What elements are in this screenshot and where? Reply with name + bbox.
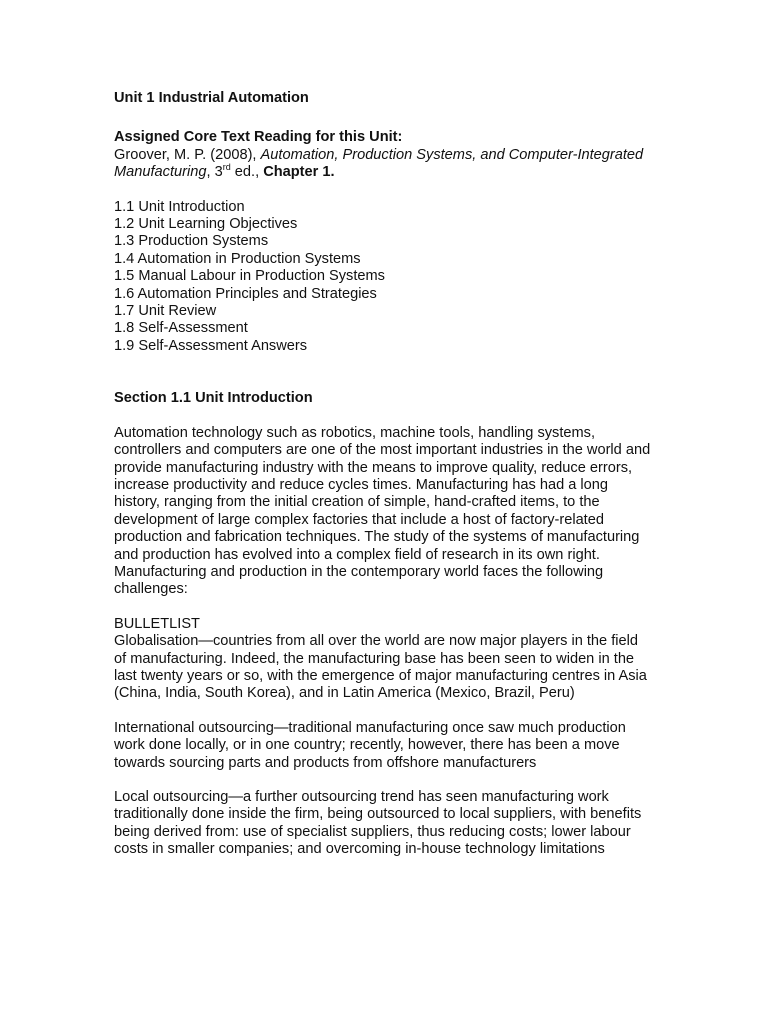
bullet-item: Local outsourcing—a further outsourcing trend has seen manufacturing work traditionally done inside the firm, being outsourced to local suppliers, with benefits being derived from: use of specialist suppliers, thus reducing costs; lower labour costs in smaller companies; and overcoming in-house technology limitations [114, 789, 642, 858]
toc-item: 1.9 Self-Assessment Answers [114, 337, 308, 354]
table-of-contents [114, 199, 654, 356]
intro-paragraph: Automation technology such as robotics, machine tools, handling systems, controllers and computers are one of the most important industries in the world and provide manufacturing industry with the means to improve quality, reduce errors, increase productivity and reduce cycles times. Manufacturing has had a long history, ranging from the initial creation of simple, hand-crafted items, to the development of large complex factories that include a host of factory-related production and fabrication techniques. The study of the systems of manufacturing and production has evolved into a complex field of research in its own right. Manufacturing and production in the contemporary world faces the following challenges: [114, 424, 651, 598]
reading-heading: Assigned Core Text Reading for this Unit: [114, 129, 403, 146]
document-page [114, 90, 654, 859]
citation-edition-suffix: ed., [230, 164, 264, 181]
toc-item: 1.5 Manual Labour in Production Systems [114, 268, 385, 285]
document-title: Unit 1 Industrial Automation [114, 90, 309, 106]
bullet-list-marker: BULLETLIST [114, 615, 200, 632]
citation-book-title: Automation, Production Systems, and Computer-Integrated Manufacturing [114, 146, 644, 181]
citation [114, 147, 654, 182]
toc-item: 1.7 Unit Review [114, 303, 217, 320]
citation-authors: Groover, M. P. (2008), [114, 146, 261, 163]
citation-edition-sup: rd [222, 162, 231, 173]
citation-chapter: Chapter 1. [263, 164, 335, 181]
toc-item: 1.1 Unit Introduction [114, 198, 245, 215]
section-heading: Section 1.1 Unit Introduction [114, 390, 313, 407]
bullet-item: International outsourcing—traditional manufacturing once saw much production work done locally, or in one country; recently, however, there has been a move towards sourcing parts and products from offshore manufacturers [114, 719, 626, 771]
toc-item: 1.8 Self-Assessment [114, 320, 248, 337]
bullet-item: Globalisation—countries from all over the world are now major players in the field of manufacturing. Indeed, the manufacturing base has been seen to widen in the last twenty years or so, with the emergence of major manufacturing centres in Asia (China, India, South Korea), and in Latin America (Mexico, Brazil, Peru) [114, 633, 647, 702]
toc-item: 1.4 Automation in Production Systems [114, 250, 361, 267]
citation-edition-prefix: , 3 [206, 164, 223, 181]
toc-item: 1.3 Production Systems [114, 233, 269, 250]
toc-item: 1.6 Automation Principles and Strategies [114, 285, 377, 302]
toc-item: 1.2 Unit Learning Objectives [114, 216, 298, 233]
